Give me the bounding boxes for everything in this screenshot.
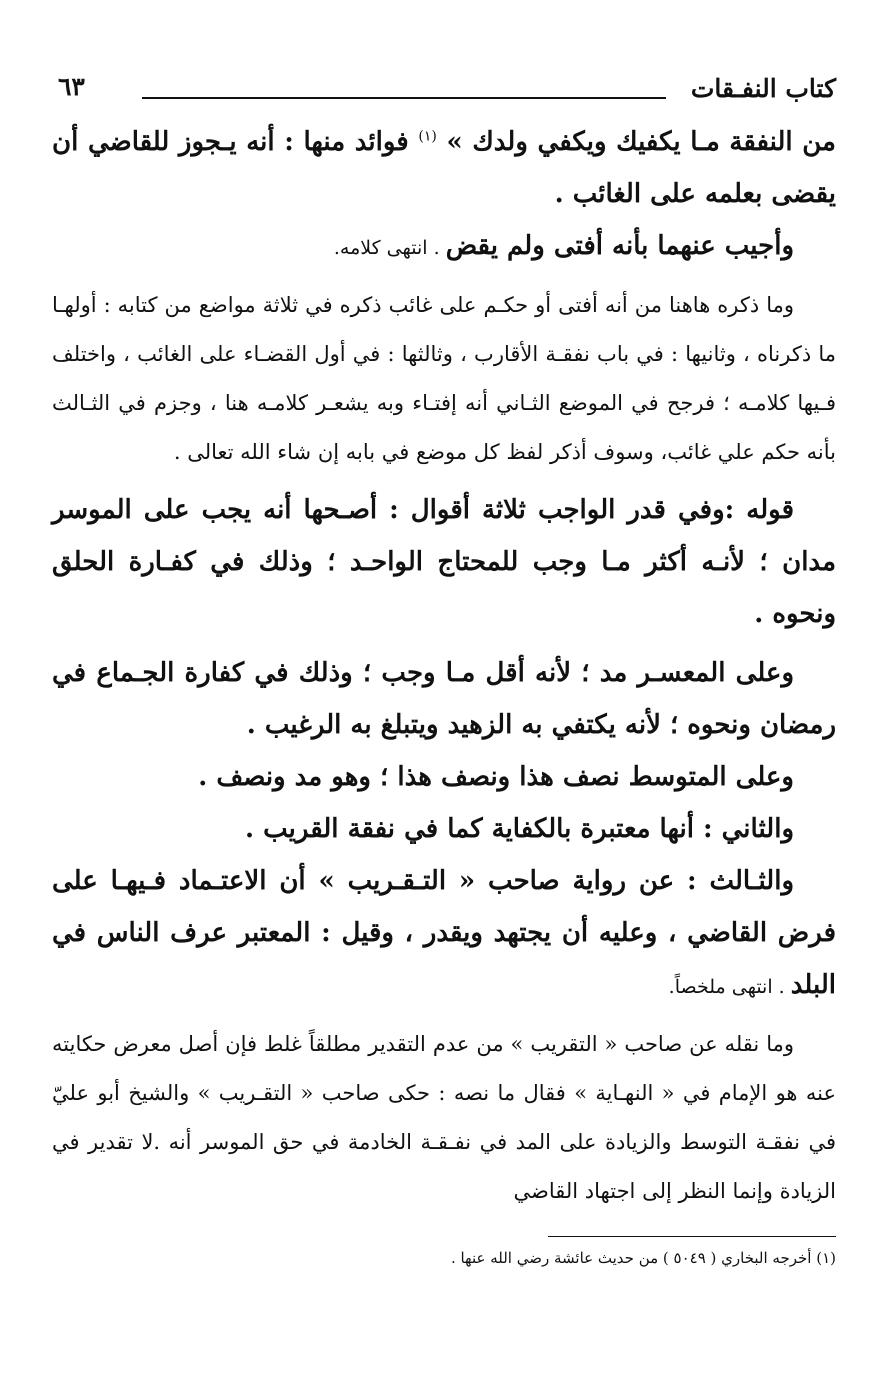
paragraph-1: من النفقة مـا يكفيك ويكفي ولدك » $^{(١)}$ فوائد منها : أنه يـجوز للقاضي أن يقضى بعلمه على الغائب .	[52, 127, 836, 209]
header-rule	[142, 97, 666, 99]
book-page	[52, 70, 836, 1370]
paragraph-8-tail: . انتهى ملخصاً.	[668, 976, 791, 998]
paragraph-2-tail: . انتهى كلامه.	[333, 237, 446, 259]
paragraph-4: قوله :وفي قدر الواجب ثلاثة أقوال : أصـحها أنه يجب على الموسر مدان ؛ لأنـه أكثر مـا وجب للمحتاج الواحـد ؛ وذلك في كفـارة الحلق ونحوه .	[52, 495, 836, 629]
paragraph-5: وعلى المعسـر مد ؛ لأنه أقل مـا وجب ؛ وذلك في كفارة الجـماع في رمضان ونحوه ؛ لأنه يكتفي به الزهيد ويتبلغ به الرغيب .	[52, 658, 836, 740]
footnote-marker: (١)	[418, 128, 437, 145]
paragraph-7: والثاني : أنها معتبرة بالكفاية كما في نفقة القريب .	[245, 814, 794, 844]
footnote: (١) أخرجه البخاري ( ٥٠٤٩ ) من حديث عائشة رضي الله عنها .	[450, 1249, 836, 1267]
paragraph-2: وأجيب عنهما بأنه أفتى ولم يقض . انتهى كلامه.	[333, 231, 794, 261]
page-number: ٦٣	[58, 72, 85, 101]
footnote-rule	[548, 1236, 836, 1237]
running-title: كتاب النفـقات	[690, 74, 836, 103]
paragraph-9: وما نقله عن صاحب « التقريب » من عدم التقدير مطلقاً غلط فإن أصل معرض حكايته عنه هو الإمام في « النهـاية » فقال ما نصه : حكى صاحب « التقـريب » والشيخ أبو عليّ في نفقـة التوسط والزيادة على المد في نفـقـة الخادمة في حق الموسر أنه .لا تقدير في الزيادة وإنما النظر إلى اجتهاد القاضي	[52, 1032, 836, 1203]
page-header	[52, 70, 836, 116]
paragraph-3: وما ذكره هاهنا من أنه أفتى أو حكـم على غائب ذكره في ثلاثة مواضع من كتابه : أولهـا ما ذكرناه ، وثانيها : في باب نفقـة الأقارب ، وثالثها : في أول القضـاء على الغائب ، واختلف فـيها كلامـه ؛ فرجح في الموضع الثـاني أنه إفتـاء وبه يشعـر كلامـه هنا ، وجزم في الثـالث بأنه حكم علي غائب، وسوف أذكر لفظ كل موضع في بابه إن شاء الله تعالى .	[52, 293, 836, 464]
paragraph-6: وعلى المتوسط نصف هذا ونصف هذا ؛ وهو مد ونصف .	[198, 762, 794, 792]
paragraph-8: والثـالث : عن رواية صاحب « التـقـريب » أن الاعتـماد فـيهـا على فرض القاضي ، وعليه أن يجتهد ويقدر ، وقيل : المعتبر عرف الناس في البلد . انتهى ملخصاً.	[52, 866, 836, 1000]
